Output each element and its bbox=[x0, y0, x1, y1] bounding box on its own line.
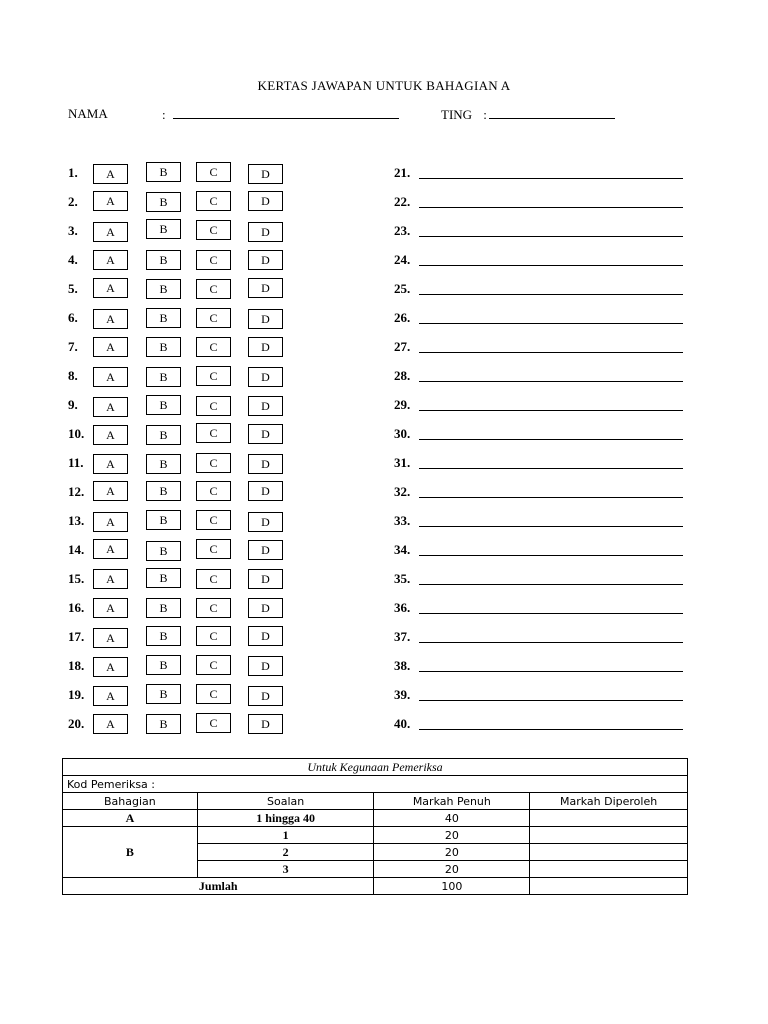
answer-line[interactable] bbox=[419, 700, 683, 701]
option-box-d[interactable]: D bbox=[248, 367, 283, 387]
option-box-b[interactable]: B bbox=[146, 250, 181, 270]
question-number: 26. bbox=[394, 310, 411, 325]
option-box-b[interactable]: B bbox=[146, 367, 181, 387]
header-soalan: Soalan bbox=[197, 793, 374, 810]
question-number: 36. bbox=[394, 600, 411, 615]
question-number: 1. bbox=[68, 165, 78, 180]
question-number: 23. bbox=[394, 223, 411, 238]
row-b3-diperoleh[interactable] bbox=[530, 861, 688, 878]
jumlah-value: 100 bbox=[374, 878, 530, 895]
option-box-b[interactable]: B bbox=[146, 541, 181, 561]
option-box-b[interactable]: B bbox=[146, 568, 181, 588]
question-number: 11. bbox=[68, 455, 84, 470]
option-box-b[interactable]: B bbox=[146, 454, 181, 474]
option-box-c[interactable]: C bbox=[196, 308, 231, 328]
name-field[interactable] bbox=[173, 106, 399, 119]
option-box-d[interactable]: D bbox=[248, 424, 283, 444]
ting-field[interactable] bbox=[489, 106, 615, 119]
option-box-d[interactable]: D bbox=[248, 598, 283, 618]
question-number: 22. bbox=[394, 194, 411, 209]
name-label: NAMA bbox=[68, 106, 108, 121]
answer-line[interactable] bbox=[419, 642, 683, 643]
option-box-a[interactable]: A bbox=[93, 337, 128, 357]
option-box-c[interactable]: C bbox=[196, 655, 231, 675]
answer-line[interactable] bbox=[419, 410, 683, 411]
option-box-d[interactable]: D bbox=[248, 222, 283, 242]
jumlah-label: Jumlah bbox=[63, 878, 374, 895]
option-box-a[interactable]: A bbox=[93, 628, 128, 648]
header-markah-diperoleh: Markah Diperoleh bbox=[530, 793, 688, 810]
row-b1-penuh: 20 bbox=[374, 827, 530, 844]
question-number: 3. bbox=[68, 223, 78, 238]
question-number: 32. bbox=[394, 484, 411, 499]
answer-line[interactable] bbox=[419, 236, 683, 237]
examiner-heading: Untuk Kegunaan Pemeriksa bbox=[63, 759, 688, 776]
option-box-c[interactable]: C bbox=[196, 279, 231, 299]
row-a-penuh: 40 bbox=[374, 810, 530, 827]
row-b1-soalan: 1 bbox=[197, 827, 374, 844]
question-number: 17. bbox=[68, 629, 85, 644]
question-number: 9. bbox=[68, 397, 78, 412]
question-number: 31. bbox=[394, 455, 411, 470]
option-box-d[interactable]: D bbox=[248, 540, 283, 560]
option-box-b[interactable]: B bbox=[146, 395, 181, 415]
option-box-d[interactable]: D bbox=[248, 686, 283, 706]
answer-line[interactable] bbox=[419, 584, 683, 585]
answer-line[interactable] bbox=[419, 613, 683, 614]
option-box-d[interactable]: D bbox=[248, 164, 283, 184]
answer-line[interactable] bbox=[419, 207, 683, 208]
option-box-c[interactable]: C bbox=[196, 481, 231, 501]
option-box-b[interactable]: B bbox=[146, 626, 181, 646]
answer-line[interactable] bbox=[419, 381, 683, 382]
question-number: 12. bbox=[68, 484, 85, 499]
option-box-a[interactable]: A bbox=[93, 657, 128, 677]
option-box-a[interactable]: A bbox=[93, 278, 128, 298]
question-number: 39. bbox=[394, 687, 411, 702]
name-colon: : bbox=[162, 107, 166, 122]
answer-line[interactable] bbox=[419, 729, 683, 730]
answer-line[interactable] bbox=[419, 439, 683, 440]
answer-line[interactable] bbox=[419, 671, 683, 672]
option-box-a[interactable]: A bbox=[93, 367, 128, 387]
question-number: 7. bbox=[68, 339, 78, 354]
option-box-c[interactable]: C bbox=[196, 396, 231, 416]
question-number: 2. bbox=[68, 194, 78, 209]
row-a-soalan: 1 hingga 40 bbox=[197, 810, 374, 827]
row-b3-soalan: 3 bbox=[197, 861, 374, 878]
option-box-d[interactable]: D bbox=[248, 626, 283, 646]
row-b-bahagian: B bbox=[63, 827, 198, 878]
option-box-b[interactable]: B bbox=[146, 308, 181, 328]
option-box-b[interactable]: B bbox=[146, 192, 181, 212]
question-number: 15. bbox=[68, 571, 85, 586]
option-box-b[interactable]: B bbox=[146, 219, 181, 239]
option-box-a[interactable]: A bbox=[93, 686, 128, 706]
option-box-b[interactable]: B bbox=[146, 684, 181, 704]
ting-label: TING bbox=[441, 107, 473, 122]
option-box-a[interactable]: A bbox=[93, 512, 128, 532]
question-number: 6. bbox=[68, 310, 78, 325]
option-box-d[interactable]: D bbox=[248, 714, 283, 734]
answer-line[interactable] bbox=[419, 555, 683, 556]
question-number: 29. bbox=[394, 397, 411, 412]
option-box-c[interactable]: C bbox=[196, 366, 231, 386]
option-box-b[interactable]: B bbox=[146, 714, 181, 734]
header-bahagian: Bahagian bbox=[63, 793, 198, 810]
examiner-code: Kod Pemeriksa : bbox=[63, 776, 688, 793]
option-box-c[interactable]: C bbox=[196, 598, 231, 618]
row-a-diperoleh[interactable] bbox=[530, 810, 688, 827]
option-box-a[interactable]: A bbox=[93, 598, 128, 618]
option-box-a[interactable]: A bbox=[93, 714, 128, 734]
option-box-c[interactable]: C bbox=[196, 510, 231, 530]
jumlah-diperoleh[interactable] bbox=[530, 878, 688, 895]
question-number: 37. bbox=[394, 629, 411, 644]
option-box-c[interactable]: C bbox=[196, 337, 231, 357]
option-box-d[interactable]: D bbox=[248, 337, 283, 357]
option-box-c[interactable]: C bbox=[196, 713, 231, 733]
question-number: 25. bbox=[394, 281, 411, 296]
option-box-b[interactable]: B bbox=[146, 162, 181, 182]
option-box-d[interactable]: D bbox=[248, 278, 283, 298]
question-number: 5. bbox=[68, 281, 78, 296]
option-box-c[interactable]: C bbox=[196, 191, 231, 211]
question-number: 4. bbox=[68, 252, 78, 267]
table-row bbox=[63, 878, 688, 895]
row-b3-penuh: 20 bbox=[374, 861, 530, 878]
option-box-d[interactable]: D bbox=[248, 396, 283, 416]
option-box-a[interactable]: A bbox=[93, 309, 128, 329]
answer-line[interactable] bbox=[419, 265, 683, 266]
question-number: 28. bbox=[394, 368, 411, 383]
row-b2-penuh: 20 bbox=[374, 844, 530, 861]
examiner-table bbox=[62, 758, 688, 895]
ting-colon: : bbox=[483, 107, 487, 122]
option-box-d[interactable]: D bbox=[248, 569, 283, 589]
question-number: 35. bbox=[394, 571, 411, 586]
question-number: 24. bbox=[394, 252, 411, 267]
table-row bbox=[63, 827, 688, 844]
question-number: 33. bbox=[394, 513, 411, 528]
option-box-a[interactable]: A bbox=[93, 425, 128, 445]
header-markah-penuh: Markah Penuh bbox=[374, 793, 530, 810]
option-box-a[interactable]: A bbox=[93, 191, 128, 211]
option-box-a[interactable]: A bbox=[93, 250, 128, 270]
option-box-c[interactable]: C bbox=[196, 626, 231, 646]
option-box-d[interactable]: D bbox=[248, 481, 283, 501]
option-box-a[interactable]: A bbox=[93, 569, 128, 589]
answer-line[interactable] bbox=[419, 178, 683, 179]
question-number: 14. bbox=[68, 542, 85, 557]
option-box-a[interactable]: A bbox=[93, 164, 128, 184]
question-number: 20. bbox=[68, 716, 85, 731]
question-number: 16. bbox=[68, 600, 85, 615]
option-box-a[interactable]: A bbox=[93, 481, 128, 501]
option-box-c[interactable]: C bbox=[196, 220, 231, 240]
option-box-d[interactable]: D bbox=[248, 512, 283, 532]
option-box-c[interactable]: C bbox=[196, 453, 231, 473]
row-b1-diperoleh[interactable] bbox=[530, 827, 688, 844]
question-number: 18. bbox=[68, 658, 85, 673]
option-box-d[interactable]: D bbox=[248, 656, 283, 676]
option-box-c[interactable]: C bbox=[196, 423, 231, 443]
ting-row bbox=[441, 106, 615, 123]
question-number: 38. bbox=[394, 658, 411, 673]
row-b2-soalan: 2 bbox=[197, 844, 374, 861]
option-box-b[interactable]: B bbox=[146, 655, 181, 675]
option-box-a[interactable]: A bbox=[93, 222, 128, 242]
option-box-b[interactable]: B bbox=[146, 337, 181, 357]
question-number: 13. bbox=[68, 513, 85, 528]
option-box-d[interactable]: D bbox=[248, 250, 283, 270]
row-a-bahagian: A bbox=[63, 810, 198, 827]
question-number: 21. bbox=[394, 165, 411, 180]
option-box-a[interactable]: A bbox=[93, 539, 128, 559]
option-box-c[interactable]: C bbox=[196, 539, 231, 559]
answer-line[interactable] bbox=[419, 468, 683, 469]
answer-line[interactable] bbox=[419, 294, 683, 295]
option-box-b[interactable]: B bbox=[146, 510, 181, 530]
sheet-title: KERTAS JAWAPAN UNTUK BAHAGIAN A bbox=[257, 78, 511, 93]
answer-line[interactable] bbox=[419, 526, 683, 527]
option-box-d[interactable]: D bbox=[248, 191, 283, 211]
option-box-b[interactable]: B bbox=[146, 481, 181, 501]
option-box-a[interactable]: A bbox=[93, 454, 128, 474]
answer-line[interactable] bbox=[419, 497, 683, 498]
option-box-c[interactable]: C bbox=[196, 569, 231, 589]
option-box-d[interactable]: D bbox=[248, 454, 283, 474]
question-number: 19. bbox=[68, 687, 85, 702]
option-box-b[interactable]: B bbox=[146, 279, 181, 299]
option-box-b[interactable]: B bbox=[146, 598, 181, 618]
question-number: 10. bbox=[68, 426, 85, 441]
option-box-b[interactable]: B bbox=[146, 425, 181, 445]
question-number: 27. bbox=[394, 339, 411, 354]
name-row bbox=[68, 106, 108, 122]
option-box-c[interactable]: C bbox=[196, 250, 231, 270]
name-field-row bbox=[162, 106, 399, 123]
question-number: 40. bbox=[394, 716, 411, 731]
row-b2-diperoleh[interactable] bbox=[530, 844, 688, 861]
question-number: 34. bbox=[394, 542, 411, 557]
answer-line[interactable] bbox=[419, 352, 683, 353]
option-box-d[interactable]: D bbox=[248, 309, 283, 329]
table-row bbox=[63, 810, 688, 827]
answer-line[interactable] bbox=[419, 323, 683, 324]
option-box-c[interactable]: C bbox=[196, 162, 231, 182]
question-number: 30. bbox=[394, 426, 411, 441]
question-number: 8. bbox=[68, 368, 78, 383]
option-box-a[interactable]: A bbox=[93, 397, 128, 417]
option-box-c[interactable]: C bbox=[196, 684, 231, 704]
